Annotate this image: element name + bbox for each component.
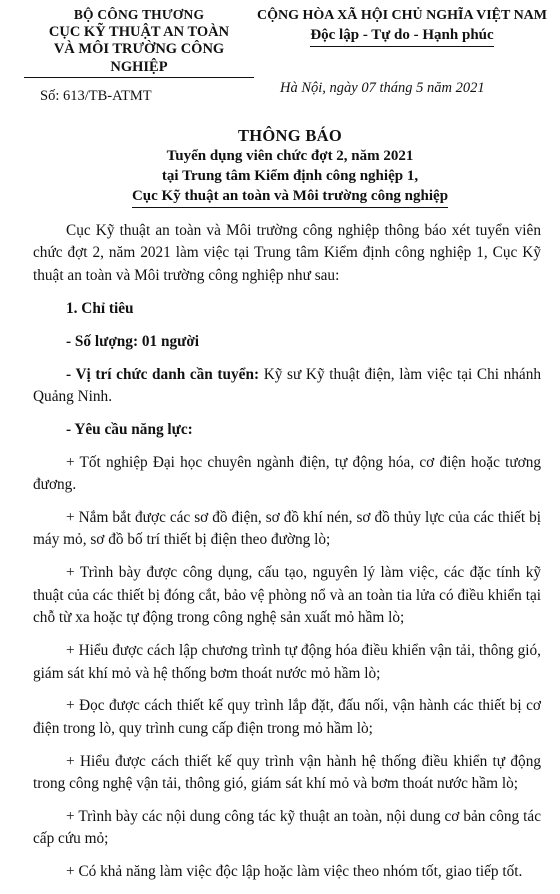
department-name-line1: CỤC KỸ THUẬT AN TOÀN (48, 23, 230, 40)
title-line2: tại Trung tâm Kiểm định công nghiệp 1, (161, 168, 419, 184)
requirement-item: + Đọc được cách thiết kế quy trình lắp đặt, đấu nối, vận hành các thiết bị cơ điện trong lò, quy trình cung cấp điện trong mỏ hầm lò; (33, 697, 541, 737)
document-date: Hà Nội, ngày 07 tháng 5 năm 2021 (280, 80, 485, 96)
requirement-item: + Trình bày được công dụng, cấu tạo, nguyên lý làm việc, các đặc tính kỹ thuật của các thiết bị đóng cắt, bảo vệ phòng nổ và an toàn tia lửa có điều khiển tại chỗ từ xa hoặc tự động trong công nghệ sản xuất mỏ hầm lò; (33, 564, 541, 627)
quantity-line: - Số lượng: 01 người (66, 332, 200, 350)
position-label: - Vị trí chức danh cần tuyển: (66, 365, 260, 383)
requirement-item: + Hiểu được cách thiết kế quy trình vận hành hệ thống điều khiển tự động trong công nghệ vận tải, thông gió, giám sát khí mỏ và bơm thoát nước hầm lò; (33, 752, 541, 793)
title-line1: Tuyển dụng viên chức đợt 2, năm 2021 (166, 148, 414, 164)
requirement-item: + Hiểu được cách lập chương trình tự động hóa điều khiển vận tải, thông gió, giám sát khí mỏ và hệ thống bơm thoát nước mỏ hầm lò; (33, 642, 541, 682)
national-motto: Độc lập - Tự do - Hạnh phúc (310, 26, 493, 47)
requirement-item: + Trình bày các nội dung công tác kỹ thuật an toàn, nội dung cơ bản công tác cấp cứu mỏ; (33, 808, 541, 848)
intro-paragraph: Cục Kỹ thuật an toàn và Môi trường công nghiệp thông báo xét tuyển viên chức đợt 2, năm 2021 làm việc tại Trung tâm Kiểm định công nghiệp 1, Cục Kỹ thuật an toàn và Môi trường công nghiệp như sau: (33, 222, 541, 284)
national-title: CỘNG HÒA XÃ HỘI CHỦ NGHĨA VIỆT NAM (256, 8, 547, 23)
agency-header (24, 6, 254, 78)
position-paragraph (33, 364, 541, 409)
document-number: Số: 613/TB-ATMT (40, 88, 152, 104)
document-body (33, 220, 541, 894)
national-header (244, 6, 560, 47)
requirement-item: + Nắm bắt được các sơ đồ điện, sơ đồ khí nén, sơ đồ thủy lực của các thiết bị máy mỏ, sơ đồ bố trí thiết bị điện theo đường lò; (33, 509, 541, 549)
title-line3: Cục Kỹ thuật an toàn và Môi trường công nghiệp (132, 186, 448, 208)
position-value: Kỹ sư Kỹ thuật điện, làm việc tại Chi nhánh Quảng Ninh. (33, 365, 541, 405)
ministry-name: BỘ CÔNG THƯƠNG (73, 7, 205, 22)
document-title (60, 126, 520, 208)
section-heading: 1. Chỉ tiêu (66, 299, 134, 317)
requirements-heading: - Yêu cầu năng lực: (66, 420, 193, 438)
title-main: THÔNG BÁO (237, 126, 342, 145)
requirement-item: + Có khả năng làm việc độc lập hoặc làm việc theo nhóm tốt, giao tiếp tốt. (66, 863, 523, 881)
requirement-item: + Tốt nghiệp Đại học chuyên ngành điện, tự động hóa, cơ điện hoặc tương đương. (33, 453, 541, 494)
department-name-line2: VÀ MÔI TRƯỜNG CÔNG NGHIỆP (24, 41, 254, 78)
